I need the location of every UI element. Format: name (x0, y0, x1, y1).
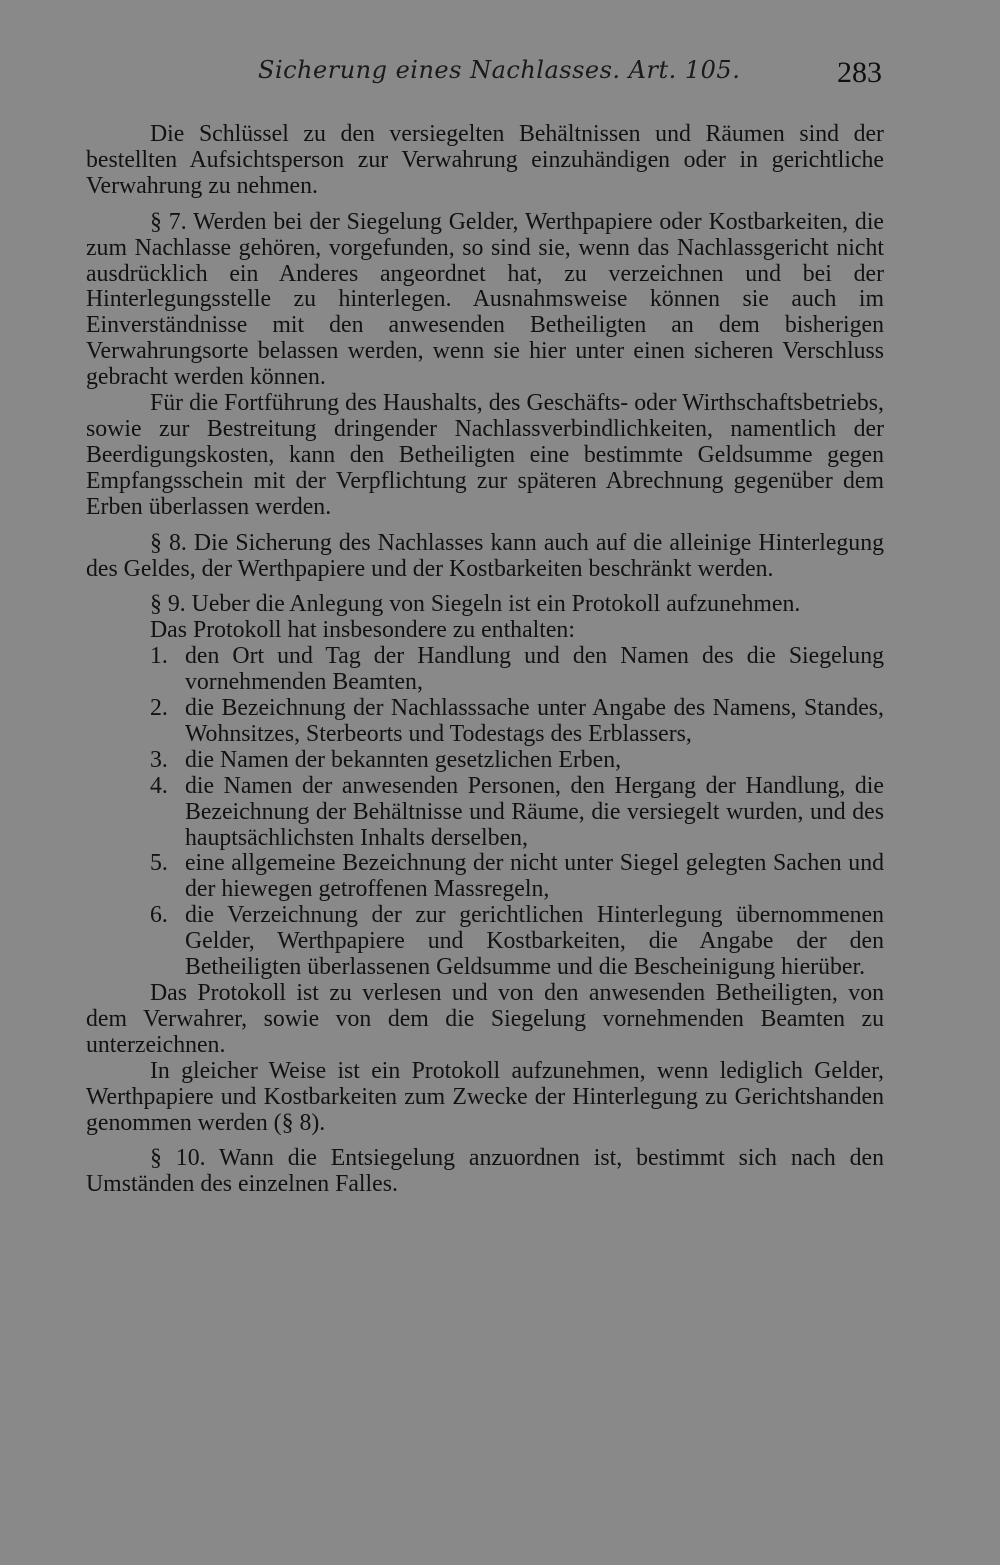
paragraph: Für die Fortführung des Haushalts, des Geschäfts- oder Wirthschaftsbetriebs, sowie zur Bestreitung dringender Nachlassverbindlichkeiten, namentlich der Beerdigungskosten, kann den Betheiligten eine bestimmte Geldsumme gegen Empfangsschein mit der Verpflichtung zur späteren Abrechnung gegenüber dem Erben überlassen werden. (86, 390, 884, 520)
body-text (86, 122, 884, 1198)
list-item (86, 903, 884, 981)
page-number: 283 (837, 56, 882, 89)
paragraph: Das Protokoll ist zu verlesen und von den anwesenden Betheiligten, von dem Verwahrer, sowie von dem die Siegelung vornehmenden Beamten zu unterzeichnen. (86, 980, 884, 1058)
list-item-number: 6. (150, 902, 168, 929)
paragraph-section-9: § 9. Ueber die Anlegung von Siegeln ist ein Protokoll aufzunehmen. (150, 591, 801, 618)
numbered-list (86, 644, 884, 981)
list-item-number: 3. (150, 746, 168, 773)
list-item-text: die Namen der bekannten gesetzlichen Erben, (185, 746, 622, 773)
paragraph: In gleicher Weise ist ein Protokoll aufzunehmen, wenn lediglich Gelder, Werthpapiere und Kostbarkeiten zum Zwecke der Hinterlegung zu Gerichtshanden genommen werden (§ 8). (86, 1057, 884, 1136)
list-item-number: 1. (150, 643, 168, 670)
list-item-text: eine allgemeine Bezeichnung der nicht unter Siegel gelegten Sachen und der hiewegen getroffenen Massregeln, (185, 850, 884, 903)
list-item-text: den Ort und Tag der Handlung und den Namen des die Siegelung vornehmenden Beamten, (185, 643, 884, 696)
list-item-text: die Namen der anwesenden Personen, den Hergang der Handlung, die Bezeichnung der Behältnisse und Räume, die versiegelt wurden, und des hauptsächlichsten Inhalts derselben, (185, 772, 884, 851)
list-item (86, 644, 884, 696)
list-item (86, 851, 884, 903)
list-item-number: 2. (150, 695, 168, 722)
paragraph: Die Schlüssel zu den versiegelten Behältnissen und Räumen sind der bestellten Aufsichtsperson zur Verwahrung einzuhändigen oder in gerichtliche Verwahrung zu nehmen. (86, 121, 884, 199)
paragraph-section-10: § 10. Wann die Entsiegelung anzuordnen ist, bestimmt sich nach den Umständen des einzelnen Falles. (86, 1145, 884, 1198)
list-item (86, 748, 884, 774)
list-item-number: 5. (150, 850, 168, 877)
list-item (86, 696, 884, 748)
page-header (0, 56, 1000, 96)
list-item-text: die Bezeichnung der Nachlasssache unter Angabe des Namens, Standes, Wohnsitzes, Sterbeorts und Todestags des Erblassers, (185, 695, 884, 747)
paragraph-section-8: § 8. Die Sicherung des Nachlasses kann auch auf die alleinige Hinterlegung des Geldes, der Werthpapiere und der Kostbarkeiten beschränkt werden. (86, 529, 884, 582)
paragraph-section-7: § 7. Werden bei der Siegelung Gelder, Werthpapiere oder Kostbarkeiten, die zum Nachlasse gehören, vorgefunden, so sind sie, wenn das Nachlassgericht nicht ausdrücklich ein Anderes angeordnet hat, zu verzeichnen und bei der Hinterlegungsstelle zu hinterlegen. Ausnahmsweise können sie auch im Einverständnisse mit den anwesenden Betheiligten an dem bisherigen Verwahrungsorte belassen werden, wenn sie hier unter einen sicheren Verschluss gebracht werden können. (86, 208, 884, 391)
list-item-number: 4. (150, 772, 168, 799)
running-head: Sicherung eines Nachlasses. Art. 105. (258, 56, 741, 84)
list-item (86, 774, 884, 852)
paragraph: Das Protokoll hat insbesondere zu enthalten: (150, 617, 575, 644)
list-item-text: die Verzeichnung der zur gerichtlichen Hinterlegung übernommenen Gelder, Werthpapiere und Kostbarkeiten, die Angabe der den Betheiligten überlassenen Geldsumme und die Bescheinigung hierüber. (185, 902, 884, 981)
